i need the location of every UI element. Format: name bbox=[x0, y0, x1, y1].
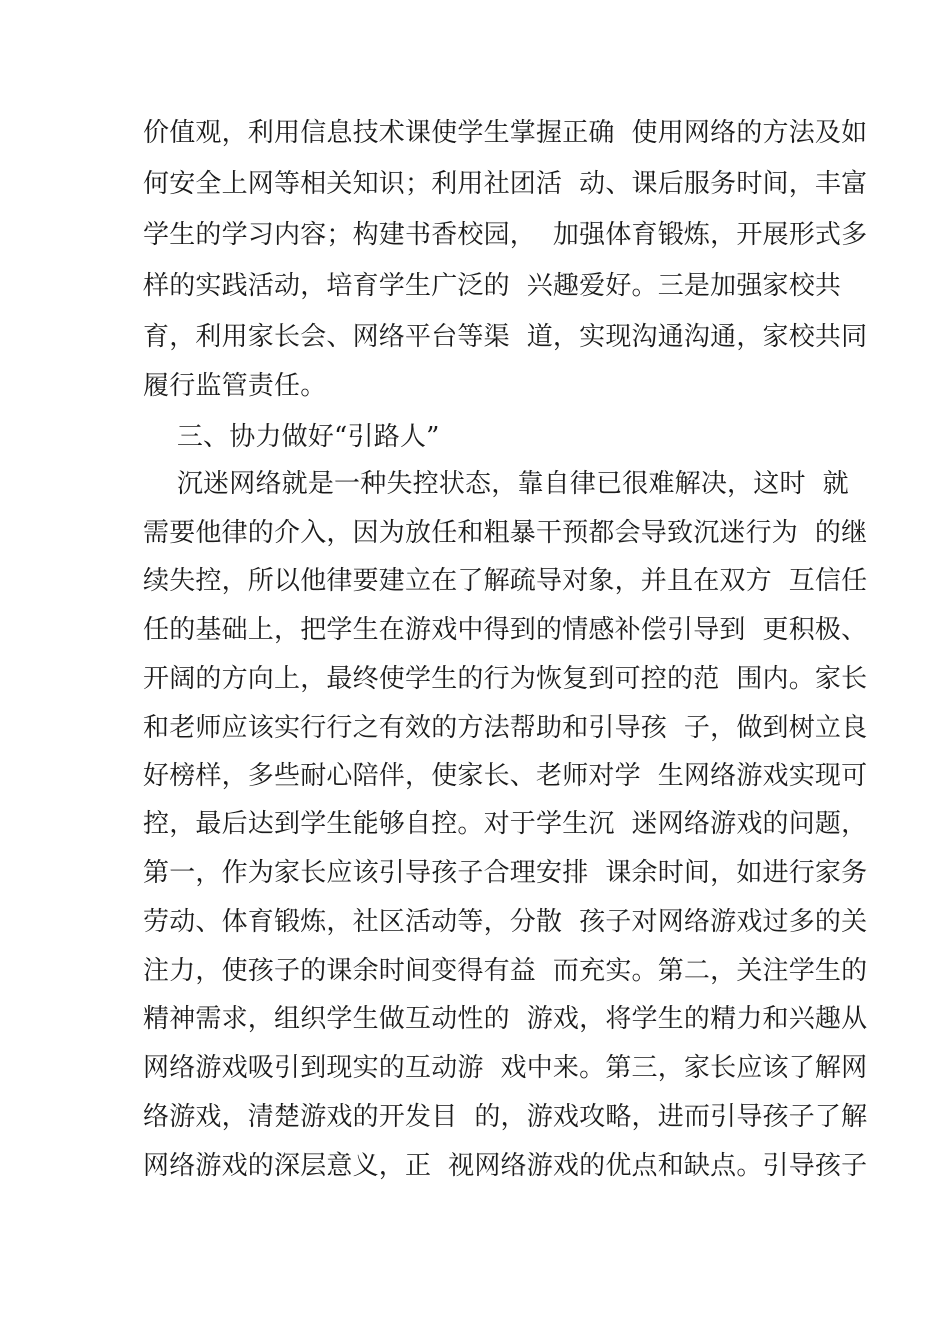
text-line: 需要他律的介入，因为放任和粗暴干预都会导致沉迷行为 的继 bbox=[143, 518, 868, 548]
text-line: 劳动、体育锻炼，社区活动等，分散 孩子对网络游戏过多的关 bbox=[143, 907, 868, 937]
text-line: 履行监管责任。 bbox=[143, 371, 327, 401]
text-line: 络游戏，清楚游戏的开发目 的，游戏攻略，进而引导孩子了解 bbox=[143, 1102, 868, 1132]
text-line: 任的基础上，把学生在游戏中得到的情感补偿引导到 更积极、 bbox=[143, 615, 868, 645]
text-line: 学生的学习内容；构建书香校园， 加强体育锻炼，开展形式多 bbox=[143, 220, 868, 250]
text-line: 样的实践活动，培育学生广泛的 兴趣爱好。三是加强家校共 bbox=[143, 271, 842, 301]
text-line: 和老师应该实行行之有效的方法帮助和引导孩 子，做到树立良 bbox=[143, 713, 868, 743]
text-line: 续失控，所以他律要建立在了解疏导对象，并且在双方 互信任 bbox=[143, 566, 868, 596]
text-line: 价值观，利用信息技术课使学生掌握正确 使用网络的方法及如 bbox=[143, 118, 868, 148]
text-line: 网络游戏的深层意义，正 视网络游戏的优点和缺点。引导孩子 bbox=[143, 1151, 868, 1181]
text-line: 好榜样，多些耐心陪伴，使家长、老师对学 生网络游戏实现可 bbox=[143, 761, 868, 791]
section-heading: 三、协力做好“引路人” bbox=[143, 422, 440, 452]
text-line: 开阔的方向上，最终使学生的行为恢复到可控的范 围内。家长 bbox=[143, 664, 868, 694]
text-line: 注力，使孩子的课余时间变得有益 而充实。第二，关注学生的 bbox=[143, 956, 868, 986]
text-line: 沉迷网络就是一种失控状态，靠自律已很难解决，这时 就 bbox=[143, 469, 849, 499]
text-line: 何安全上网等相关知识；利用社团活 动、课后服务时间，丰富 bbox=[143, 169, 868, 199]
text-line: 精神需求，组织学生做互动性的 游戏，将学生的精力和兴趣从 bbox=[143, 1004, 868, 1034]
text-line: 第一，作为家长应该引导孩子合理安排 课余时间，如进行家务 bbox=[143, 858, 868, 888]
text-line: 网络游戏吸引到现实的互动游 戏中来。第三，家长应该了解网 bbox=[143, 1053, 868, 1083]
text-line: 控，最后达到学生能够自控。对于学生沉 迷网络游戏的问题， bbox=[143, 809, 868, 839]
text-line: 育，利用家长会、网络平台等渠 道，实现沟通沟通，家校共同 bbox=[143, 322, 868, 352]
